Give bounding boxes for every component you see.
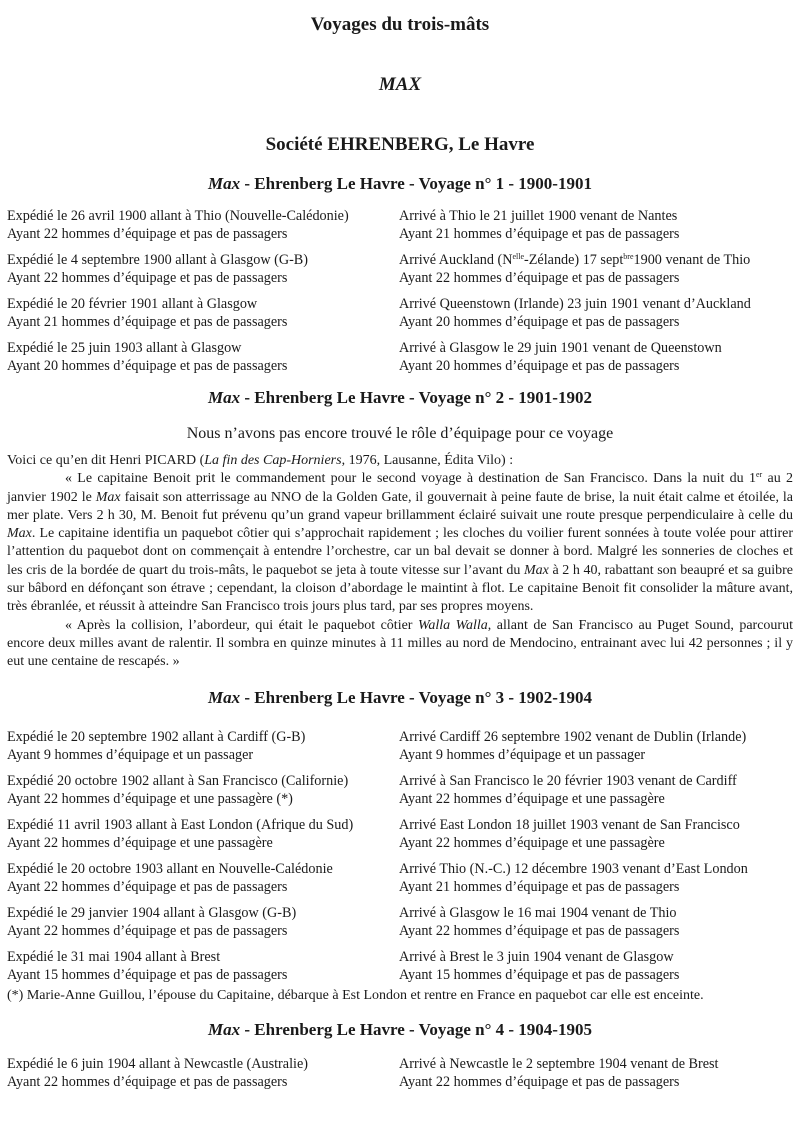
- crew-line: Ayant 20 hommes d’équipage et pas de passagers: [399, 358, 680, 374]
- departure-line: Expédié le 26 avril 1900 allant à Thio (Nouvelle-Calédonie): [7, 208, 349, 224]
- crew-line: Ayant 9 hommes d’équipage et un passager: [7, 747, 254, 763]
- departure-line: Expédié le 25 juin 1903 allant à Glasgow: [7, 340, 242, 356]
- departure-record: [7, 1055, 308, 1091]
- voyage-heading-ship: Max: [208, 688, 241, 707]
- crew-line: Ayant 21 hommes d’équipage et pas de passagers: [399, 226, 680, 242]
- voyage-heading-ship: Max: [208, 1020, 241, 1039]
- departure-record: [7, 948, 287, 984]
- crew-line: Ayant 22 hommes d’équipage et une passagère: [7, 835, 273, 851]
- ship-name: MAX: [378, 74, 422, 95]
- voyage-heading-ship: Max: [208, 388, 241, 407]
- paragraph-text: , allant de San Francisco au Puget Sound, parcourut encore deux milles avant de ralentir. Il sombra en quinze minutes à 11 milles au nord de Mendocino, entrainant avec lui 42 personnes ; il y eut une centaine de rescapés. »: [7, 617, 793, 670]
- voyage-heading-ship: Max: [208, 174, 241, 193]
- arrival-line: Arrivé Thio (N.-C.) 12 décembre 1903 venant d’East London: [399, 861, 748, 877]
- arrival-line: [399, 251, 750, 269]
- voyage-heading-text: - Ehrenberg Le Havre - Voyage n° 4 - 1904-1905: [240, 1020, 592, 1039]
- departure-record: [7, 251, 308, 287]
- arrival-text: Arrivé Auckland (N: [399, 252, 513, 268]
- voyage-2-note: Nous n’avons pas encore trouvé le rôle d’équipage pour ce voyage: [186, 425, 614, 442]
- crew-line: Ayant 22 hommes d’équipage et pas de passagers: [399, 923, 680, 939]
- crew-line: Ayant 22 hommes d’équipage et pas de passagers: [7, 226, 288, 242]
- arrival-line: Arrivé à San Francisco le 20 février 1903 venant de Cardiff: [399, 773, 737, 789]
- arrival-record: [399, 207, 679, 243]
- departure-record: [7, 816, 353, 852]
- voyage-3-entries: [7, 728, 800, 992]
- departure-line: Expédié le 4 septembre 1900 allant à Glasgow (G-B): [7, 252, 308, 268]
- arrival-line: Arrivé à Thio le 21 juillet 1900 venant de Nantes: [399, 208, 678, 224]
- departure-line: Expédié le 20 février 1901 allant à Glasgow: [7, 296, 258, 312]
- departure-record: [7, 860, 333, 896]
- crew-line: Ayant 22 hommes d’équipage et une passagère: [399, 835, 665, 851]
- crew-line: Ayant 21 hommes d’équipage et pas de passagers: [7, 314, 288, 330]
- arrival-record: [399, 816, 740, 852]
- voyage-4-heading: [0, 1020, 800, 1040]
- paragraph-text: au 2 janvier 1902 le: [7, 471, 793, 505]
- entry-row: [7, 860, 800, 904]
- intro-text: Voici ce qu’en dit Henri PICARD (: [7, 453, 205, 468]
- departure-record: [7, 904, 296, 940]
- narrative-paragraph-2: [7, 617, 793, 672]
- voyage-heading-text: - Ehrenberg Le Havre - Voyage n° 3 - 1902-1904: [240, 688, 592, 707]
- voyage-3-heading: [0, 688, 800, 708]
- paragraph-text: « Après la collision, l’abordeur, qui était le paquebot côtier: [65, 617, 418, 633]
- crew-line: Ayant 15 hommes d’équipage et pas de passagers: [7, 967, 288, 983]
- crew-line: Ayant 20 hommes d’équipage et pas de passagers: [399, 314, 680, 330]
- departure-record: [7, 772, 348, 808]
- crew-line: Ayant 22 hommes d’équipage et pas de passagers: [7, 1074, 288, 1090]
- crew-line: Ayant 22 hommes d’équipage et pas de passagers: [7, 923, 288, 939]
- company-name: Société EHRENBERG, Le Havre: [265, 134, 535, 155]
- departure-line: Expédié le 31 mai 1904 allant à Brest: [7, 949, 221, 965]
- arrival-line: Arrivé à Brest le 3 juin 1904 venant de Glasgow: [399, 949, 674, 965]
- voyage-2-narrative: [7, 452, 793, 672]
- arrival-line: Arrivé à Glasgow le 29 juin 1901 venant de Queenstown: [399, 340, 722, 356]
- voyage-2-heading: [0, 388, 800, 408]
- departure-line: Expédié le 20 octobre 1903 allant en Nouvelle-Calédonie: [7, 861, 333, 877]
- arrival-line: Arrivé à Glasgow le 16 mai 1904 venant de Thio: [399, 905, 677, 921]
- crew-line: Ayant 22 hommes d’équipage et une passagère: [399, 791, 665, 807]
- superscript: bre: [623, 252, 634, 261]
- crew-line: Ayant 22 hommes d’équipage et pas de passagers: [7, 879, 288, 895]
- arrival-record: [399, 772, 737, 808]
- superscript: er: [755, 470, 763, 480]
- crew-line: Ayant 20 hommes d’équipage et pas de passagers: [7, 358, 288, 374]
- departure-line: Expédié le 29 janvier 1904 allant à Glasgow (G-B): [7, 905, 297, 921]
- arrival-record: [399, 860, 748, 896]
- ship-name-inline: Max: [7, 526, 32, 542]
- arrival-record: [399, 295, 751, 331]
- crew-line: Ayant 22 hommes d’équipage et pas de passagers: [7, 270, 288, 286]
- departure-line: Expédié le 6 juin 1904 allant à Newcastle (Australie): [7, 1056, 308, 1072]
- superscript: elle: [512, 252, 525, 261]
- narrative-paragraph-1: [7, 470, 793, 616]
- voyage-1-heading: [0, 174, 800, 194]
- paragraph-text: . Le capitaine identifia un paquebot côtier qui s’approchait rapidement ; les cloches du voilier furent sonnées à toute volée pour attirer l’attention du paquebot dont on commençait à entendre l’orchestre, car un bal devait se donner à bord. Malgré les sonneries de cloches et les cris de la bordée de quart du trois-mâts, le paquebot se jeta à toute vitesse sur l’avant du: [7, 526, 793, 578]
- departure-line: Expédié 11 avril 1903 allant à East London (Afrique du Sud): [7, 817, 354, 833]
- ship-name-inline: Max: [523, 562, 549, 578]
- arrival-record: [399, 728, 746, 764]
- entry-row: [7, 816, 800, 860]
- arrival-record: [399, 1055, 719, 1091]
- intro-text: , 1976, Lausanne, Édita Vilo) :: [341, 453, 514, 468]
- voyage-4-entries: [7, 1055, 800, 1099]
- arrival-text: -Zélande) 17 sept: [524, 252, 624, 268]
- book-title: La fin des Cap-Horniers: [204, 453, 342, 468]
- voyage-3-footnote: (*) Marie-Anne Guillou, l’épouse du Capitaine, débarque à Est London et rentre en France en paquebot car elle est enceinte.: [7, 988, 704, 1003]
- arrival-line: Arrivé Queenstown (Irlande) 23 juin 1901 venant d’Auckland: [399, 296, 751, 312]
- arrival-record: [399, 904, 679, 940]
- arrival-record: [399, 251, 750, 287]
- crew-line: Ayant 21 hommes d’équipage et pas de passagers: [399, 879, 680, 895]
- departure-record: [7, 295, 287, 331]
- ship-name-inline: Walla Walla: [417, 617, 488, 633]
- voyage-heading-text: - Ehrenberg Le Havre - Voyage n° 1 - 1900-1901: [240, 174, 592, 193]
- arrival-text: 1900 venant de Thio: [633, 252, 751, 268]
- arrival-line: Arrivé à Newcastle le 2 septembre 1904 venant de Brest: [399, 1056, 719, 1072]
- departure-record: [7, 207, 349, 243]
- crew-line: Ayant 22 hommes d’équipage et pas de passagers: [399, 270, 680, 286]
- entry-row: [7, 904, 800, 948]
- entry-row: [7, 948, 800, 992]
- arrival-line: Arrivé East London 18 juillet 1903 venant de San Francisco: [399, 817, 740, 833]
- entry-row: [7, 207, 800, 251]
- entry-row: [7, 772, 800, 816]
- crew-line: Ayant 22 hommes d’équipage et une passagère (*): [7, 791, 293, 807]
- departure-record: [7, 339, 287, 375]
- entry-row: [7, 251, 800, 295]
- ship-name-inline: Max: [95, 489, 121, 505]
- document-title: Voyages du trois-mâts: [310, 14, 490, 35]
- departure-line: Expédié le 20 septembre 1902 allant à Cardiff (G-B): [7, 729, 306, 745]
- paragraph-text: à 2 h 40, rabattant son beaupré et sa guibre sur bâbord en défonçant son étrave ; cependant, la cloison d’abordage le maintint à flot. Le capitaine Benoit fit consolider la mâture avant, très ébranlée, et réussit à atteindre San Francisco trois jours plus tard, par ses propres moyens.: [7, 562, 793, 615]
- narrative-intro: [7, 452, 793, 470]
- paragraph-text: faisait son atterrissage au NNO de la Golden Gate, il gouvernait à peine faute de brise, la nuit était calme et étoilée, la mer plate. Vers 2 h 30, M. Benoit fut prévenu qu’un grand vapeur brillamment éclairé suivait une route presque perpendiculaire à celle du: [7, 489, 793, 523]
- arrival-line: Arrivé Cardiff 26 septembre 1902 venant de Dublin (Irlande): [399, 729, 747, 745]
- crew-line: Ayant 15 hommes d’équipage et pas de passagers: [399, 967, 680, 983]
- departure-record: [7, 728, 305, 764]
- paragraph-text: « Le capitaine Benoit prit le commandement pour le second voyage à destination de San Francisco. Dans la nuit du 1: [65, 471, 756, 487]
- entry-row: [7, 1055, 800, 1099]
- entry-row: [7, 728, 800, 772]
- entry-row: [7, 339, 800, 383]
- voyage-heading-text: - Ehrenberg Le Havre - Voyage n° 2 - 1901-1902: [240, 388, 592, 407]
- departure-line: Expédié 20 octobre 1902 allant à San Francisco (Californie): [7, 773, 349, 789]
- arrival-record: [399, 948, 679, 984]
- crew-line: Ayant 22 hommes d’équipage et pas de passagers: [399, 1074, 680, 1090]
- arrival-record: [399, 339, 722, 375]
- crew-line: Ayant 9 hommes d’équipage et un passager: [399, 747, 646, 763]
- voyage-1-entries: [7, 207, 800, 383]
- entry-row: [7, 295, 800, 339]
